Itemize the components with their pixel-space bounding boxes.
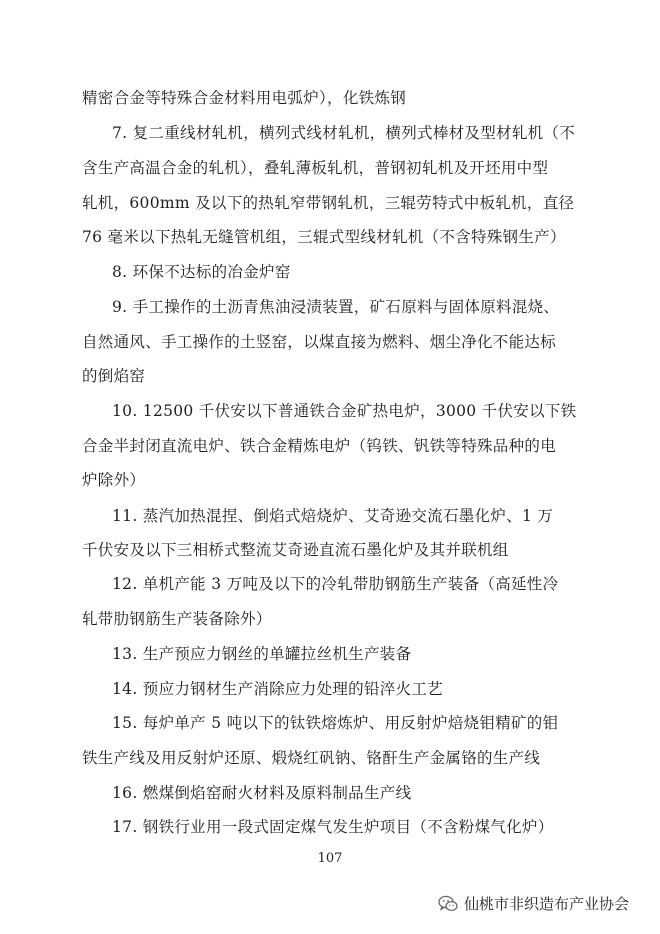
text-line: 9. 手工操作的土沥青焦油浸渍装置，矿石原料与固体原料混烧、 — [112, 298, 560, 316]
text-line: 炉除外） — [82, 471, 146, 489]
text-line: 的倒焰窑 — [82, 367, 146, 385]
text-line: 铁生产线及用反射炉还原、煅烧红矾钠、铬酐生产金属铬的生产线 — [82, 749, 541, 767]
text-line: 11. 蒸汽加热混捏、倒焰式焙烧炉、艾奇逊交流石墨化炉、1 万 — [112, 507, 554, 525]
text-line: 12. 单机产能 3 万吨及以下的冷轧带肋钢筋生产装备（高延性冷 — [112, 575, 559, 593]
wechat-icon — [438, 895, 458, 913]
text-line: 16. 燃煤倒焰窑耐火材料及原料制品生产线 — [112, 784, 412, 802]
text-line: 17. 钢铁行业用一段式固定煤气发生炉项目（不含粉煤气化炉） — [112, 818, 554, 836]
text-line: 自然通风、手工操作的土竖窑，以煤直接为燃料、烟尘净化不能达标 — [82, 333, 557, 351]
text-line: 7. 复二重线材轧机，横列式线材轧机，横列式棒材及型材轧机（不 — [112, 124, 576, 142]
text-line: 15. 每炉单产 5 吨以下的钛铁熔炼炉、用反射炉焙烧钼精矿的钼 — [112, 714, 559, 732]
text-line: 合金半封闭直流电炉、铁合金精炼电炉（钨铁、钒铁等特殊品种的电 — [82, 437, 557, 455]
text-line: 76 毫米以下热轧无缝管机组，三辊式型线材轧机（不含特殊钢生产） — [82, 228, 566, 246]
text-line: 千伏安及以下三相桥式整流艾奇逊直流石墨化炉及其并联机组 — [82, 541, 509, 559]
text-line: 轧带肋钢筋生产装备除外） — [82, 610, 272, 628]
watermark — [438, 893, 629, 914]
text-line: 轧机，600mm 及以下的热轧窄带钢轧机，三辊劳特式中板轧机，直径 — [82, 194, 575, 212]
watermark-text: 仙桃市非织造布产业协会 — [464, 895, 630, 913]
text-line: 10. 12500 千伏安以下普通铁合金矿热电炉，3000 千伏安以下铁 — [112, 402, 577, 420]
page-number: 107 — [317, 851, 343, 866]
text-line: 8. 环保不达标的冶金炉窑 — [112, 263, 291, 281]
text-line: 14. 预应力钢材生产消除应力处理的铅淬火工艺 — [112, 680, 443, 698]
text-line: 13. 生产预应力钢丝的单罐拉丝机生产装备 — [112, 645, 412, 663]
text-line: 精密合金等特殊合金材料用电弧炉），化铁炼钢 — [82, 89, 407, 107]
text-line: 含生产高温合金的轧机），叠轧薄板轧机，普钢初轧机及开坯用中型 — [82, 159, 549, 177]
